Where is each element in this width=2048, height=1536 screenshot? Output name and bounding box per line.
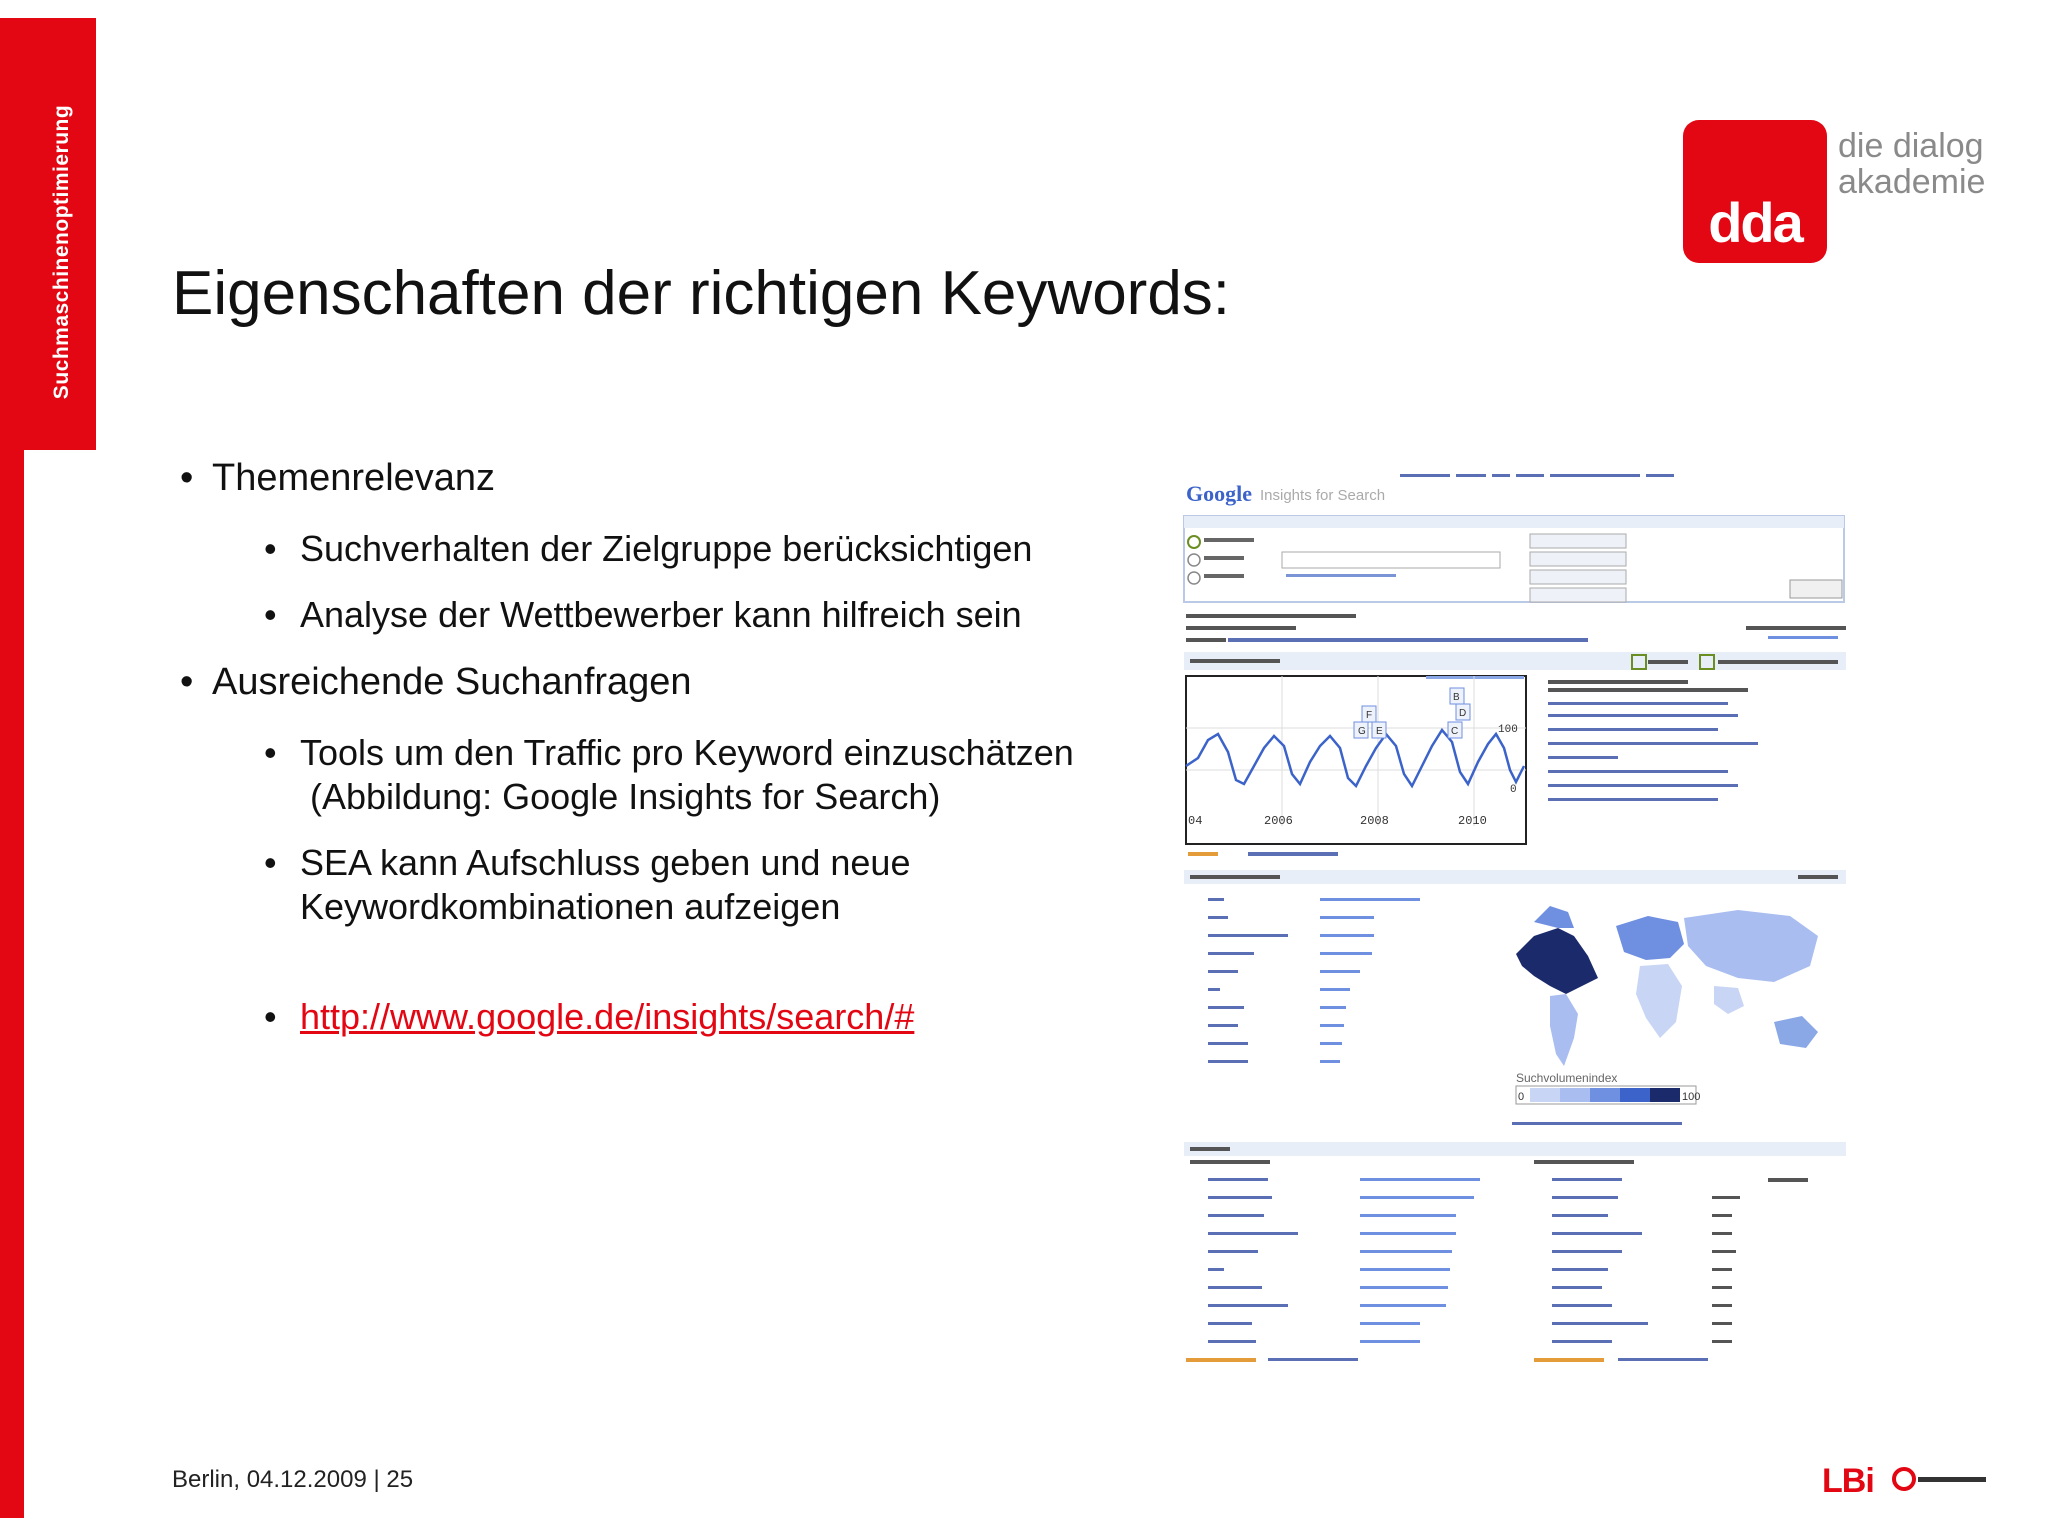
product-name: Insights for Search xyxy=(1260,487,1386,504)
top-links xyxy=(1400,474,1674,477)
marker-label-c: C xyxy=(1451,726,1459,737)
bullet-link xyxy=(180,995,1120,1039)
google-brand: Google xyxy=(1186,481,1252,506)
map-legend-title: Suchvolumenindex xyxy=(1516,1071,1618,1085)
map-legend-max: 100 xyxy=(1682,1091,1701,1103)
marker-label-b: B xyxy=(1453,692,1460,703)
year-04: 04 xyxy=(1188,814,1203,828)
bullet-tools-line2: (Abbildung: Google Insights for Search) xyxy=(300,776,941,817)
bullet-tools xyxy=(180,731,1120,819)
bullet-list xyxy=(180,455,1120,1061)
bullet-topic-sub1: • Suchverhalten der Zielgruppe berücksichtigen xyxy=(180,527,1120,571)
chart-min-label: 0 xyxy=(1510,784,1517,796)
dda-logo-text: dda xyxy=(1708,191,1802,254)
world-map xyxy=(1506,886,1840,1086)
bullet-queries: • Ausreichende Suchanfragen xyxy=(180,659,1120,705)
year-2008: 2008 xyxy=(1360,814,1389,828)
logo-line-2: akademie xyxy=(1838,163,1986,201)
bullet-sea-line1: • SEA kann Aufschluss geben und neue xyxy=(300,842,911,883)
marker-label-e: E xyxy=(1376,726,1383,737)
logo-line-1: die dialog xyxy=(1838,127,1984,165)
insights-screenshot xyxy=(1178,466,1852,1372)
partner-logo-icon xyxy=(1890,1462,1990,1496)
slide-title: Eigenschaften der richtigen Keywords: xyxy=(172,259,1231,328)
bullet-topic: • Themenrelevanz xyxy=(180,455,1120,501)
dda-logo-mark xyxy=(1683,120,1827,263)
map-legend-min: 0 xyxy=(1518,1091,1525,1103)
bullet-topic-sub2: • Analyse der Wettbewerber kann hilfreich sein xyxy=(180,593,1120,637)
bullet-sea xyxy=(180,841,1120,929)
year-2006: 2006 xyxy=(1264,814,1293,828)
chart-max-label: 100 xyxy=(1498,724,1518,736)
insights-link[interactable]: http://www.google.de/insights/search/# xyxy=(300,996,915,1037)
marker-label-d: D xyxy=(1459,708,1467,719)
dda-logo-wordmark xyxy=(1838,128,1985,200)
marker-label-f: F xyxy=(1366,710,1373,721)
bullet-sea-line2: Keywordkombinationen aufzeigen xyxy=(300,886,841,927)
footer-text: Berlin, 04.12.2009 | 25 xyxy=(172,1466,414,1493)
marker-label-g: G xyxy=(1358,726,1366,737)
year-2010: 2010 xyxy=(1458,814,1487,828)
lbi-logo: LBi xyxy=(1822,1462,1874,1500)
bullet-tools-line1: • Tools um den Traffic pro Keyword einzuschätzen xyxy=(300,732,1074,773)
section-tab xyxy=(0,18,96,450)
section-label: Suchmaschinenoptimierung xyxy=(50,104,73,400)
